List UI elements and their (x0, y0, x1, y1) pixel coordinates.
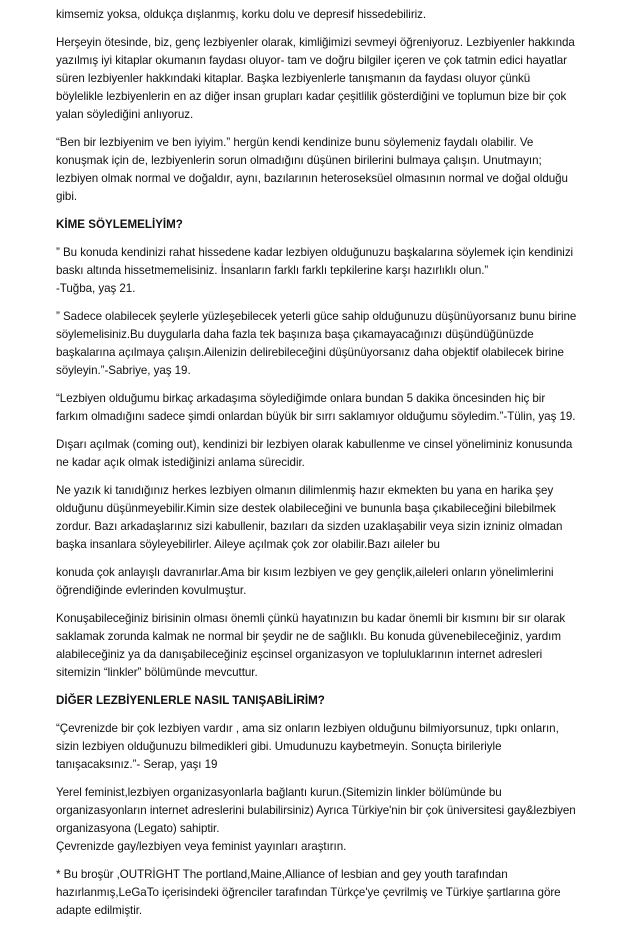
quote-tulin (56, 390, 584, 426)
text-line: lezbiyen olmak normal ve doğaldır, aynı, bazılarının heteroseksüel olmasının normal ve doğal olduğu (56, 172, 568, 185)
paragraph-intro-end (56, 6, 584, 24)
text-line: baskı altında hissetmemelisiniz. İnsanların farklı farklı tepkilerine karşı hazırlıklı olun.” (56, 264, 489, 277)
paragraph-someone-to-talk (56, 610, 584, 682)
text-line: başkalarına açılmaya çalışın.Ailenizin delirebileceğini düşünüyorsanız daha objektif olabilecek birine (56, 346, 564, 359)
paragraph-not-everyone (56, 482, 584, 554)
text-line: sitemizin “linkler” bölümünde mevcuttur. (56, 666, 258, 679)
text-line: farkım olmadığını sadece şimdi onlardan büyük bir sırrı saklamıyor olduğumu söyledim.”-Tülin, yaş 19. (56, 410, 576, 423)
text-line: hazırlanmış,LeGaTo içerisindeki öğrenciler tarafından Türkçe'ye çevrilmiş ve Türkiye şartlarına göre (56, 886, 561, 899)
text-line: yalan söylediğini anlıyoruz. (56, 108, 194, 121)
text-line: gibi. (56, 190, 78, 203)
text-line: öğrendiğinde evlerinden kovulmuştur. (56, 584, 247, 597)
text-line: yazılmış iyi kitaplar okumanın faydası oluyor- tam ve doğru bilgiler içeren ve çok tatmin edici hayatlar (56, 54, 567, 67)
text-line: söyleyin.”-Sabriye, yaş 19. (56, 364, 191, 377)
quote-tugba (56, 244, 584, 298)
text-line: “Ben bir lezbiyenim ve ben iyiyim.” hergün kendi kendinize bunu söylemeniz faydalı olabilir. Ve (56, 136, 534, 149)
text-line: Konuşabileceğiniz birisinin olması önemli çünkü hayatınızın bu kadar önemli bir kısmını bir sır olarak (56, 612, 566, 625)
text-line: zordur. Bazı arkadaşlarınız sizi kabullenir, bazıları da sizden uzaklaşabilir veya sizin izniniz olmadan (56, 520, 563, 533)
text-line: başka insanlara söyleyebilirler. Aileye açılmak çok zor olabilir.Bazı aileler bu (56, 538, 440, 551)
text-line: Yerel feminist,lezbiyen organizasyonlarla bağlantı kurun.(Sitemizin linkler bölümünde bu (56, 786, 502, 799)
text-line: -Tuğba, yaş 21. (56, 282, 136, 295)
paragraph-affirmation (56, 134, 584, 206)
text-line: süren lezbiyenler hakkındaki kitaplar. Başka lezbiyenlerle tanışmanın da faydası oluyor çünkü (56, 72, 531, 85)
text-line: konuda çok anlayışlı davranırlar.Ama bir kısım lezbiyen ve gey gençlik,aileleri onların yönelimlerini (56, 566, 554, 579)
text-line: saklamak zorunda kalmak ne normal bir şeydir ne de sağlıklı. Bu konuda güvenebileceğiniz, yardım (56, 630, 561, 643)
text-line: Ne yazık ki tanıdığınız herkes lezbiyen olmanın dilimlenmiş hazır ekmekten bu yana en harika şey (56, 484, 554, 497)
text-line: adapte edilmiştir. (56, 904, 143, 917)
text-line: organizasyonların internet adreslerini bulabilirsiniz) Ayrıca Türkiye'nin bir çok üniversitesi gay&lezbiyen (56, 804, 576, 817)
quote-sabriye (56, 308, 584, 380)
text-line: alabileceğiniz ya da danışabileceğiniz eşcinsel organizasyon ve topluluklarının internet adresleri (56, 648, 543, 661)
text-line: konuşmak için de, lezbiyenlerin sorun olmadığını düşünen birilerini bulmaya çalışın. Unutmayın; (56, 154, 542, 167)
paragraph-organizations (56, 784, 584, 856)
text-line: böylelikle lezbiyenlerin en az diğer insan grupları kadar çeşitlilik gösterdiğini ve toplumun bize bir çok (56, 90, 567, 103)
document-page (56, 6, 584, 930)
paragraph-credits-note (56, 866, 584, 920)
text-line: * Bu broşür ,OUTRİGHT The portland,Maine,Alliance of lesbian and gey youth tarafından (56, 868, 508, 881)
text-line: organizasyona (Legato) sahiptir. (56, 822, 220, 835)
paragraph-learning-to-love (56, 34, 584, 124)
text-line: Herşeyin ötesinde, biz, genç lezbiyenler olarak, kimliğimizi sevmeyi öğreniyoruz. Lezbiyenler hakkında (56, 36, 575, 49)
text-line: “Lezbiyen olduğumu birkaç arkadaşıma söylediğimde onlara bundan 5 dakika öncesinden hiç bir (56, 392, 546, 405)
text-line: Çevrenizde gay/lezbiyen veya feminist yayınları araştırın. (56, 840, 347, 853)
section-heading-meeting-lesbians: DİĞER LEZBİYENLERLE NASIL TANIŞABİLİRİM? (56, 694, 325, 707)
text-line: tanışacaksınız.”- Serap, yaşı 19 (56, 758, 218, 771)
text-line: ne kadar açık olmak istediğinizi anlama sürecidir. (56, 456, 305, 469)
text-line: “Çevrenizde bir çok lezbiyen vardır , ama siz onların lezbiyen olduğunu bilmiyorsunuz, tıpkı onların, (56, 722, 559, 735)
text-line: Dışarı açılmak (coming out), kendinizi bir lezbiyen olarak kabullenme ve cinsel yöneliminiz konusunda (56, 438, 573, 451)
paragraph-families (56, 564, 584, 600)
paragraph-coming-out (56, 436, 584, 472)
section-heading-who-to-tell: KİME SÖYLEMELİYİM? (56, 218, 183, 231)
text-line: kimsemiz yoksa, oldukça dışlanmış, korku dolu ve depresif hissedebiliriz. (56, 8, 427, 21)
text-line: sizin lezbiyen olduğunuzu bilmedikleri gibi. Umudunuzu kaybetmeyin. Sonuçta birileriyle (56, 740, 502, 753)
text-line: olduğunu düşünmeyebilir.Kimin size destek olabileceğini ve bununla başa çıkabileceğini bilebilmek (56, 502, 556, 515)
text-line: ” Sadece olabilecek şeylerle yüzleşebilecek yeterli güce sahip olduğunuzu düşünüyorsanız bunu birine (56, 310, 577, 323)
text-line: ” Bu konuda kendinizi rahat hissedene kadar lezbiyen olduğunuzu başkalarına söylemek için kendinizi (56, 246, 574, 259)
quote-serap (56, 720, 584, 774)
text-line: söylemelisiniz.Bu duygularla daha fazla tek başınıza başa çıkamayacağınızı düşündüğünüzde (56, 328, 534, 341)
